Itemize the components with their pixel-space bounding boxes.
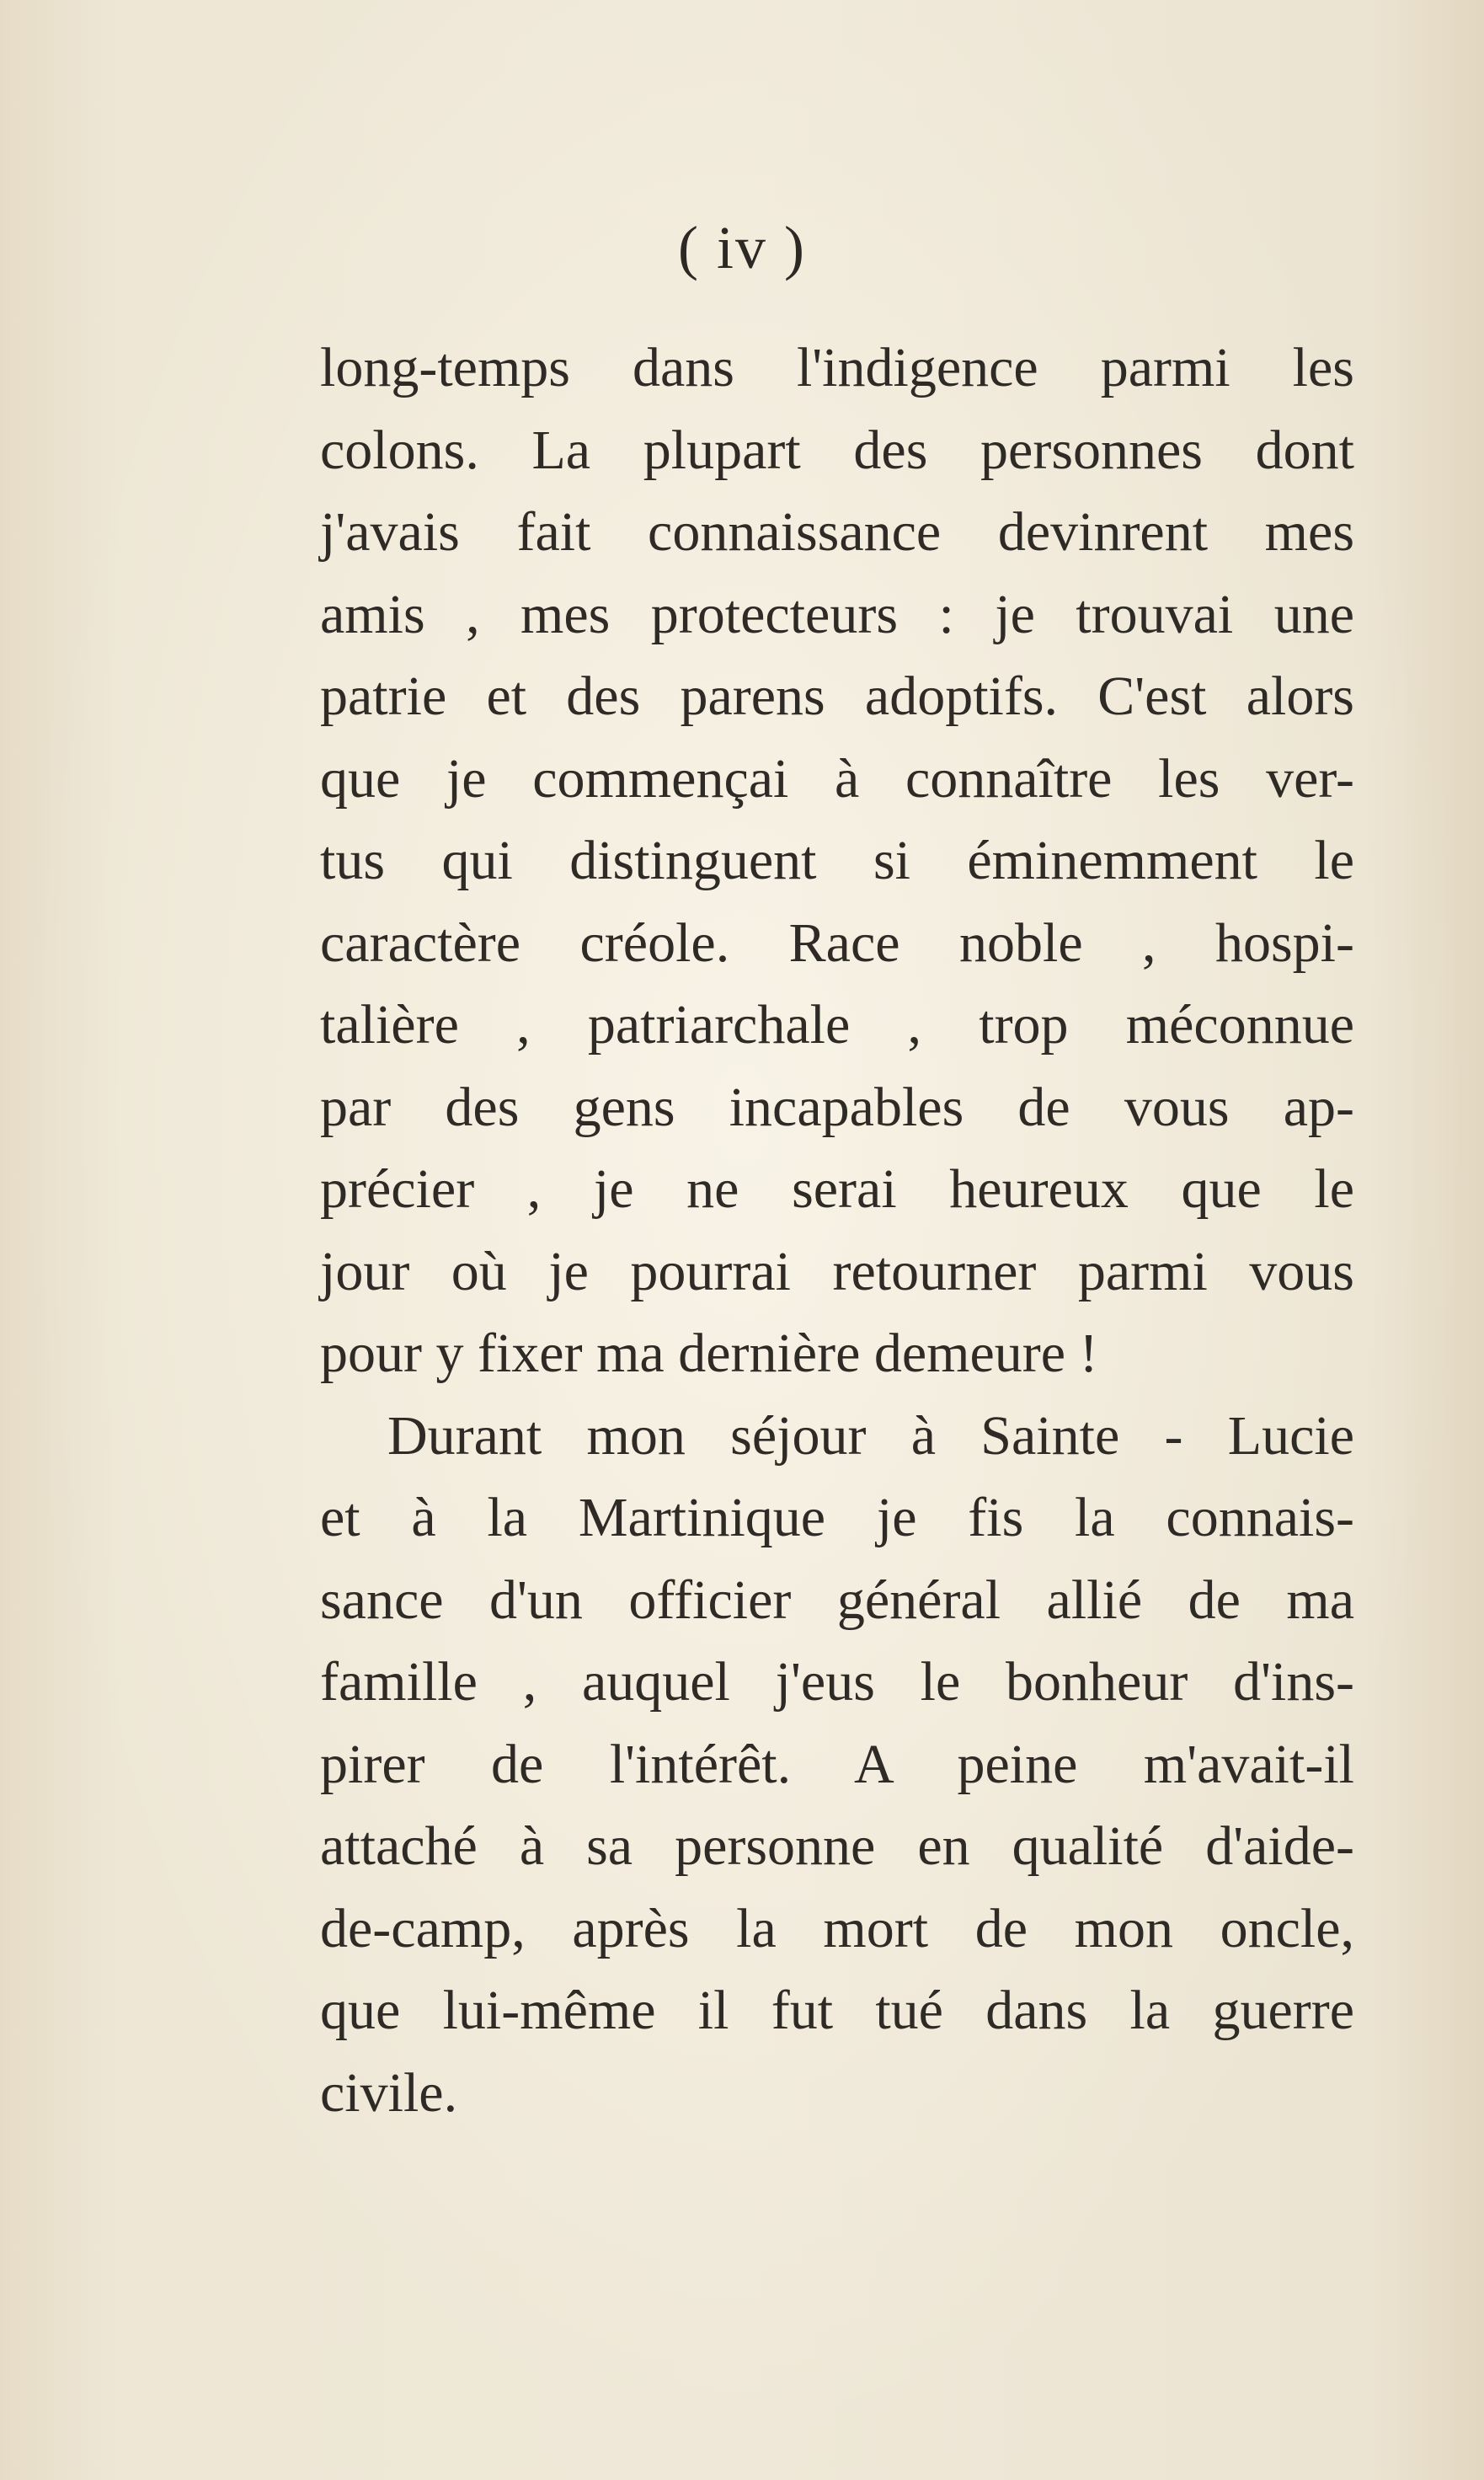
- text-line: j'avais fait connaissance devinrent mes: [320, 501, 1354, 563]
- body-text: [320, 327, 1354, 2134]
- page-number: ( iv ): [678, 214, 806, 281]
- text-line: attaché à sa personne en qualité d'aide-: [320, 1815, 1354, 1877]
- text-line: pirer de l'intérêt. A peine m'avait-il: [320, 1733, 1354, 1795]
- text-line: pour y fixer ma dernière demeure !: [320, 1323, 1098, 1384]
- text-line: famille , auquel j'eus le bonheur d'ins-: [320, 1651, 1354, 1713]
- text-line: amis , mes protecteurs : je trouvai une: [320, 583, 1354, 645]
- text-line: colons. La plupart des personnes dont: [320, 419, 1354, 481]
- text-line: long-temps dans l'indigence parmi les: [320, 337, 1354, 398]
- text-line: civile.: [320, 2061, 458, 2124]
- text-line: par des gens incapables de vous ap-: [320, 1076, 1354, 1138]
- text-line: jour où je pourrai retourner parmi vous: [320, 1240, 1354, 1302]
- text-line: de-camp, après la mort de mon oncle,: [320, 1897, 1354, 1959]
- text-line: caractère créole. Race noble , hospi-: [320, 911, 1354, 974]
- text-line: patrie et des parens adoptifs. C'est alors: [320, 665, 1354, 727]
- text-line: sance d'un officier général allié de ma: [320, 1569, 1354, 1631]
- text-line: précier , je ne serai heureux que le: [320, 1158, 1354, 1220]
- text-line: que je commençai à connaître les ver-: [320, 747, 1354, 810]
- paragraph-start-line: Durant mon séjour à Sainte - Lucie: [387, 1404, 1354, 1467]
- text-line: et à la Martinique je fis la connais-: [320, 1487, 1354, 1548]
- text-line: talière , patriarchale , trop méconnue: [320, 994, 1354, 1056]
- text-line: que lui-même il fut tué dans la guerre: [320, 1980, 1354, 2041]
- text-line: tus qui distinguent si éminemment le: [320, 830, 1354, 891]
